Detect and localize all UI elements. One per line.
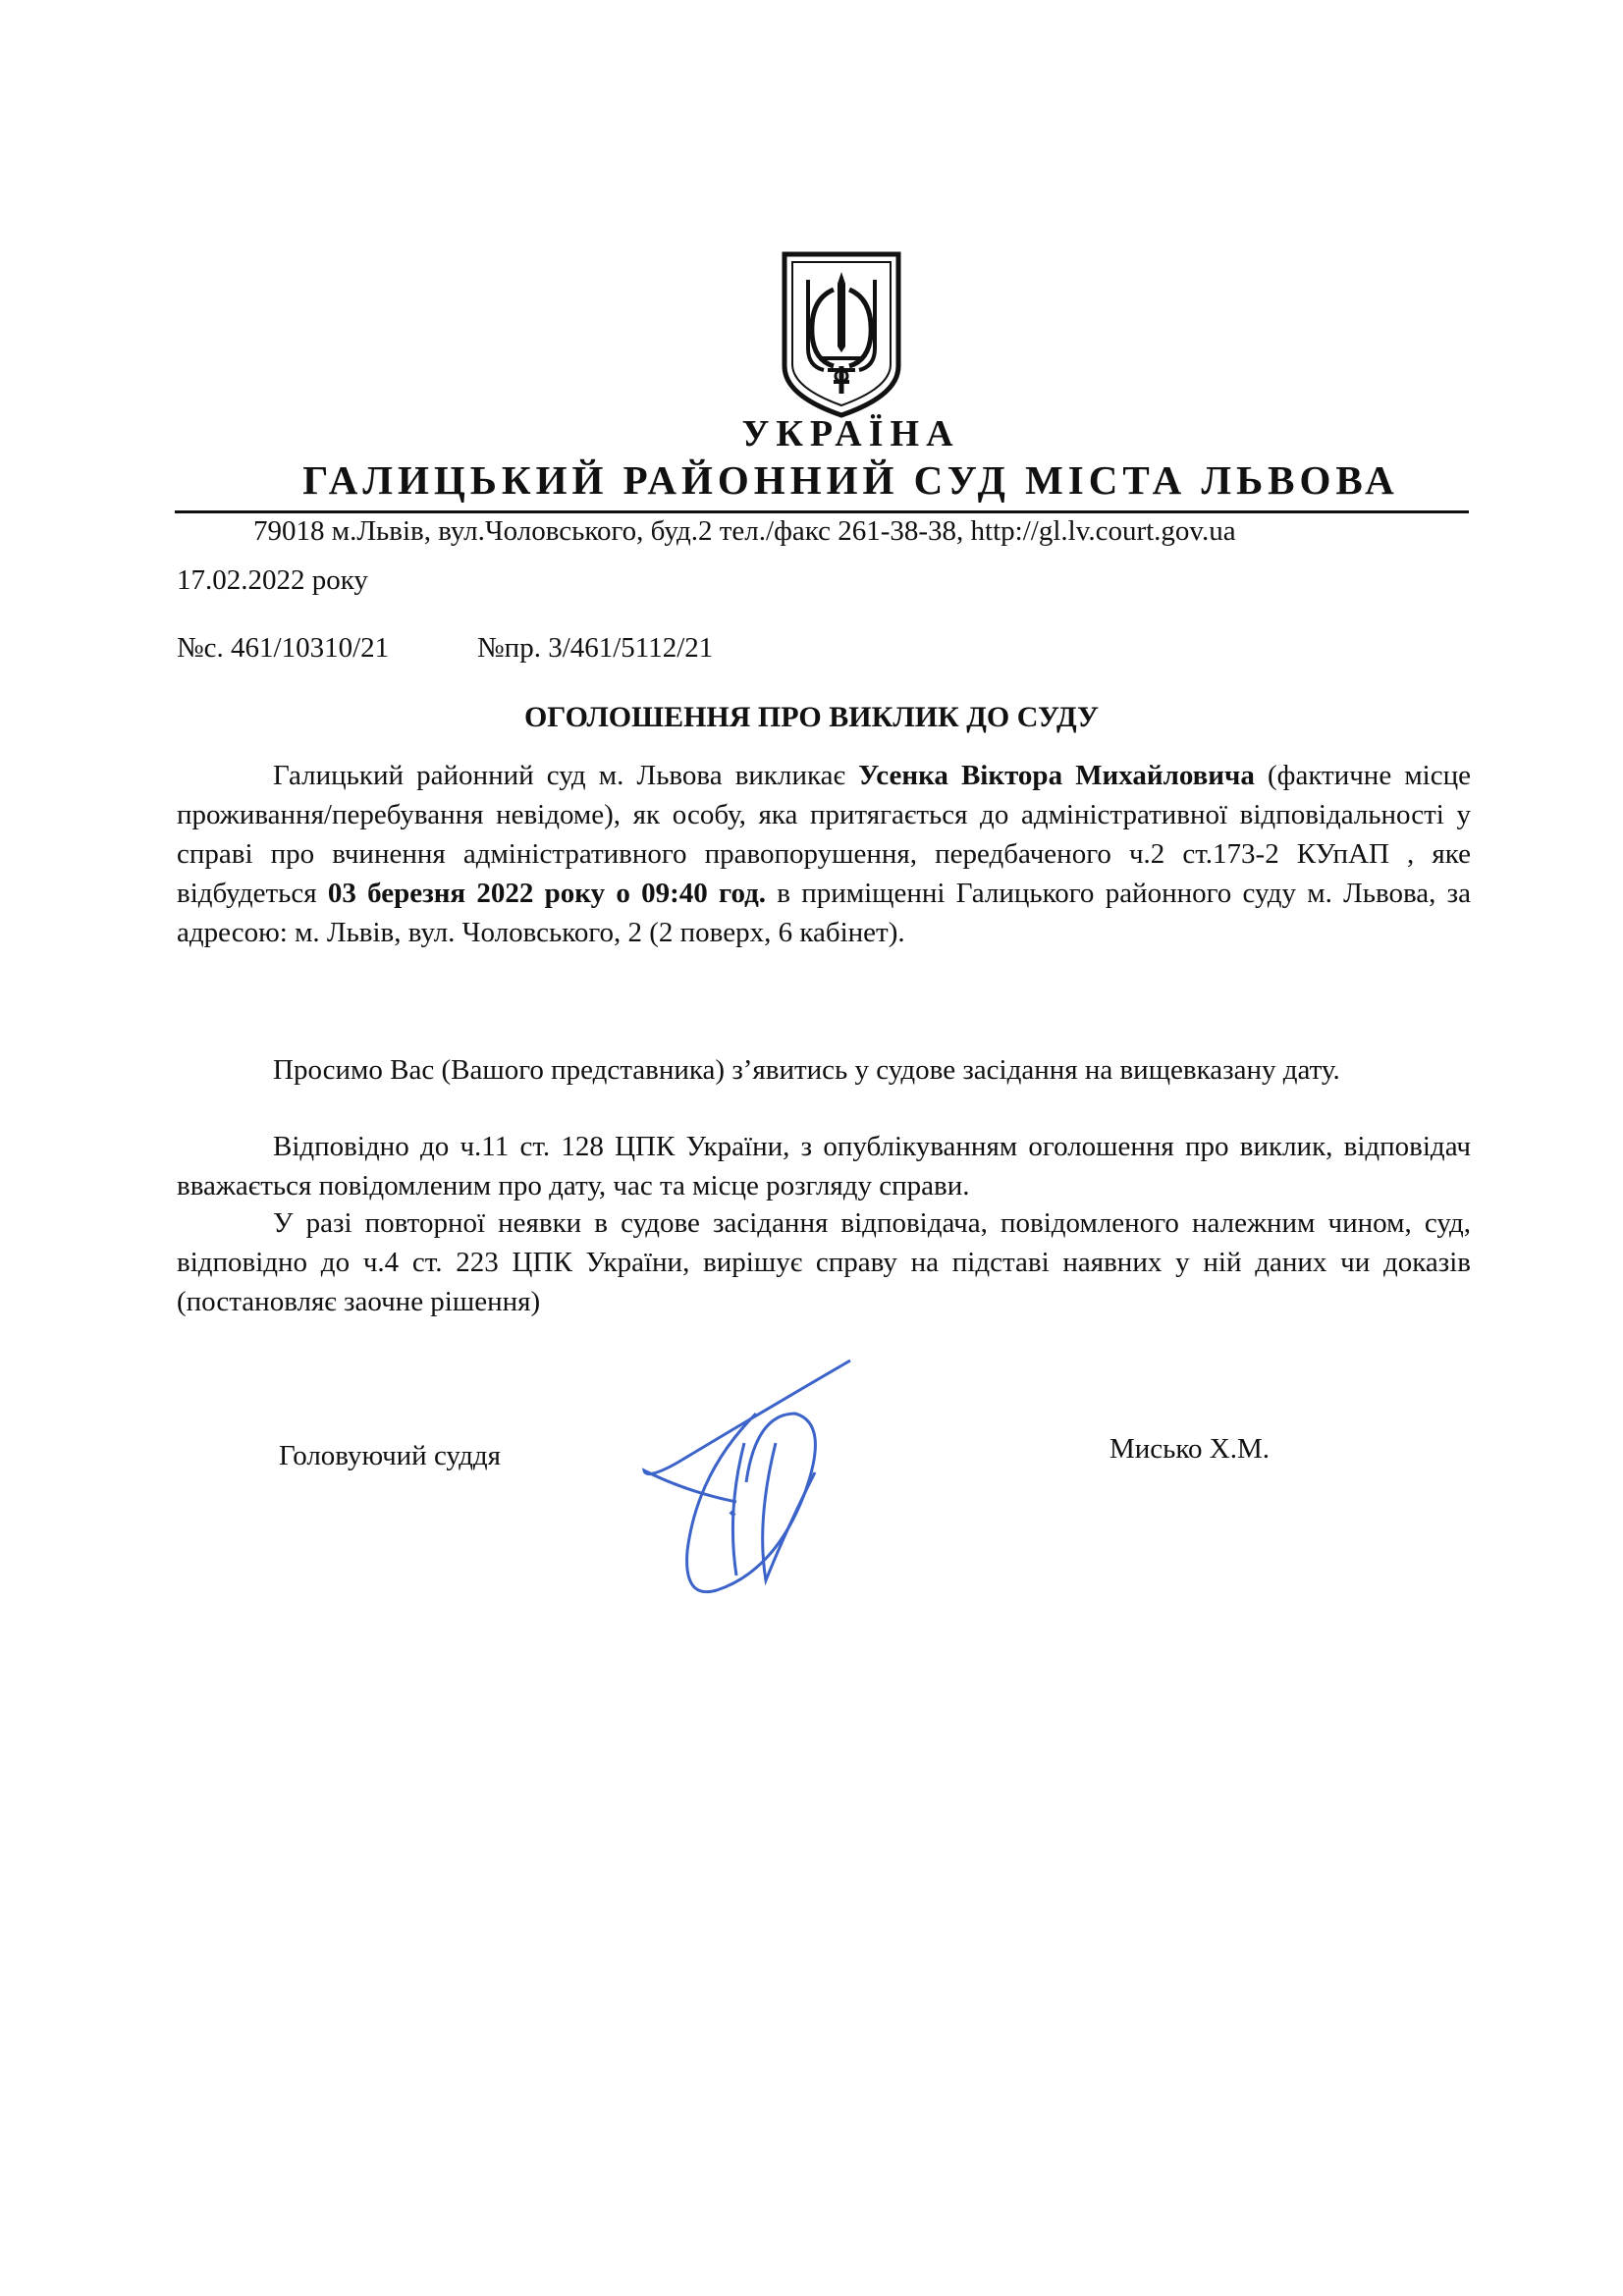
document-title: ОГОЛОШЕННЯ ПРО ВИКЛИК ДО СУДУ xyxy=(523,701,1100,733)
judge-name: Мисько Х.М. xyxy=(1109,1433,1270,1465)
proceeding-number: №пр. 3/461/5112/21 xyxy=(477,632,714,664)
summons-paragraph xyxy=(177,756,1471,952)
court-address: 79018 м.Львів, вул.Чоловського, буд.2 тел./факс 261-38-38, http://gl.lv.court.gov.ua xyxy=(253,515,1236,547)
document-date: 17.02.2022 року xyxy=(177,564,368,596)
country-name: УКРАЇНА xyxy=(741,413,960,454)
coat-of-arms-icon xyxy=(779,250,904,419)
court-name: ГАЛИЦЬКИЙ РАЙОННИЙ СУД МІСТА ЛЬВОВА xyxy=(302,457,1399,503)
handwritten-signature xyxy=(628,1355,864,1610)
judge-role: Головуючий суддя xyxy=(279,1440,501,1471)
request-paragraph: Просимо Вас (Вашого представника) з’явитись у судове засідання на вищевказану дату. xyxy=(273,1054,1340,1086)
absence-paragraph: У разі повторної неявки в судове засідання відповідача, повідомленого належним чином, суд, відповідно до ч.4 ст. 223 ЦПК України, вирішує справу на підставі наявних у ній даних чи доказів (постановляє заочне рішення) xyxy=(177,1207,1471,1317)
summons-text-start: Галицький районний суд м. Львова викликає xyxy=(273,760,859,791)
case-number: №с. 461/10310/21 xyxy=(177,632,390,664)
summons-text-middle: (фактичне місце проживання/перебування невідоме), як особу, яка притягається до адміністративної відповідальності у справі про вчинення адміністративного правопорушення, передбаченого ч.2 ст.173-2 КУпАП , яке відбудеться xyxy=(177,760,1471,909)
summons-text-end: в приміщенні Галицького районного суду м. Львова, за адресою: м. Львів, вул. Чоловського, 2 (2 поверх, 6 кабінет). xyxy=(177,878,1471,948)
hearing-datetime: 03 березня 2022 року о 09:40 год. xyxy=(327,878,767,909)
defendant-name: Усенка Віктора Михайловича xyxy=(858,760,1255,791)
notice-paragraph: Відповідно до ч.11 ст. 128 ЦПК України, з опублікуванням оголошення про виклик, відповідач вважається повідомленим про дату, час та місце розгляду справи. xyxy=(177,1131,1471,1201)
